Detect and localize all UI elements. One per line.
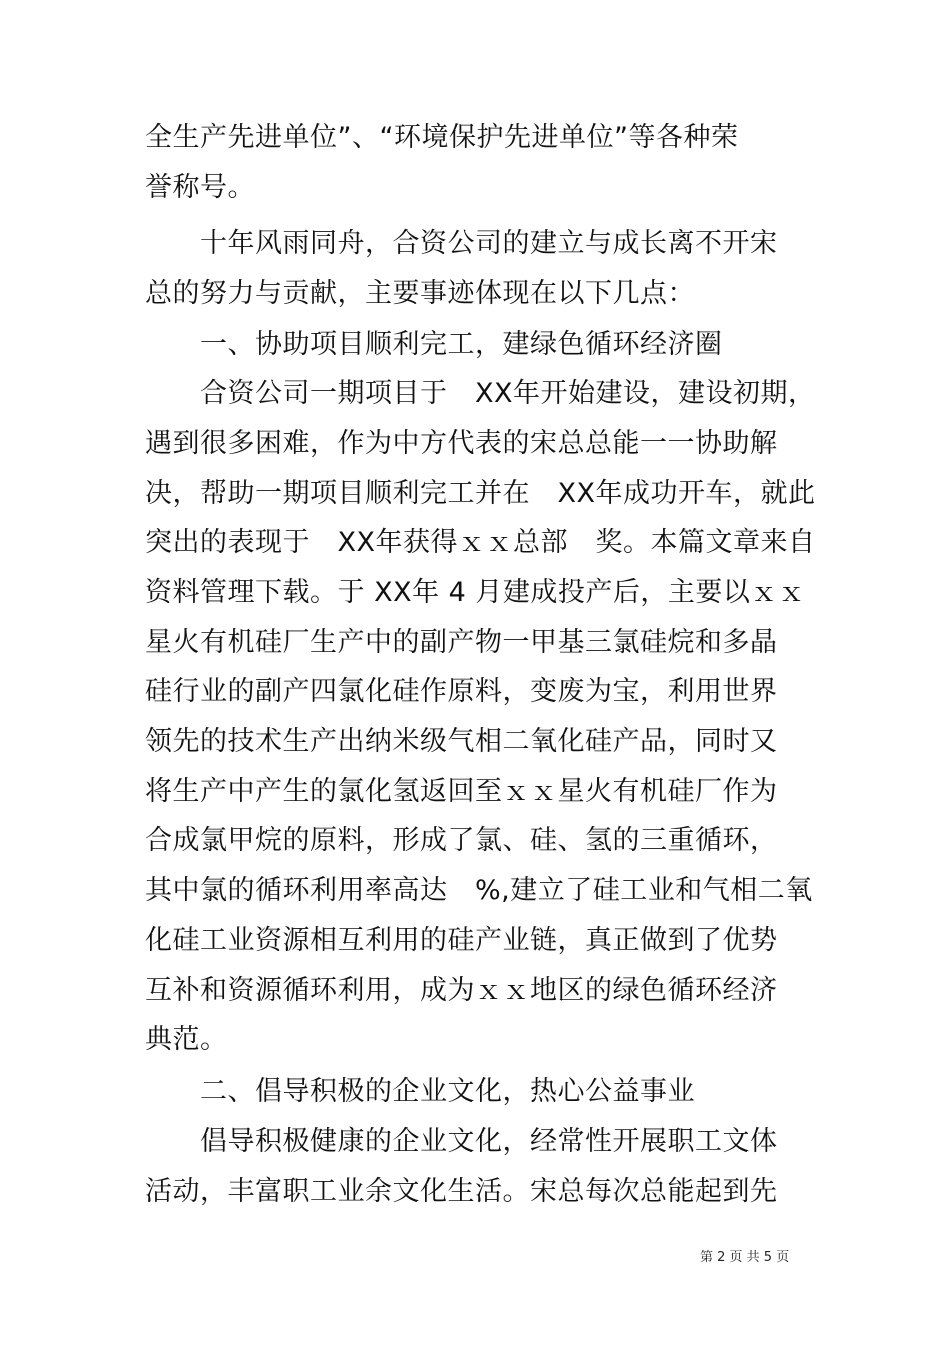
text-line: 誉称号。	[145, 172, 255, 203]
text-line: 活动，丰富职工业余文化生活。宋总每次总能起到先	[145, 1176, 778, 1207]
text-line: 互补和资源循环利用，成为ｘｘ地区的绿色循环经济	[145, 975, 778, 1006]
text-line: 全生产先进单位”、“环境保护先进单位”等各种荣	[145, 122, 739, 153]
text-line: 决，帮助一期项目顺利完工并在 XX年成功开车，就此	[145, 478, 816, 509]
text-line: 合成氯甲烷的原料，形成了氯、硅、氢的三重循环，	[145, 825, 778, 856]
section-heading: 一、协助项目顺利完工，建绿色循环经济圈	[200, 329, 723, 360]
text-line: 资料管理下载。于 XX年 4 月建成投产后，主要以ｘｘ	[145, 577, 806, 608]
text-line: 星火有机硅厂生产中的副产物一甲基三氯硅烷和多晶	[145, 627, 778, 658]
section-heading: 二、倡导积极的企业文化，热心公益事业	[200, 1076, 695, 1107]
text-line: 突出的表现于 XX年获得ｘｘ总部 奖。本篇文章来自	[145, 527, 816, 558]
text-line: 典范。	[145, 1024, 228, 1055]
text-line: 硅行业的副产四氯化硅作原料，变废为宝，利用世界	[145, 676, 778, 707]
text-line: 将生产中产生的氯化氢返回至ｘｘ星火有机硅厂作为	[145, 776, 778, 807]
page-number: 第 2 页 共 5 页	[700, 1250, 790, 1265]
text-line: 化硅工业资源相互利用的硅产业链，真正做到了优势	[145, 925, 778, 956]
text-line: 总的努力与贡献，主要事迹体现在以下几点：	[145, 278, 695, 309]
text-line: 领先的技术生产出纳米级气相二氧化硅产品，同时又	[145, 726, 778, 757]
text-line: 合资公司一期项目于 XX年开始建设，建设初期，	[200, 378, 816, 409]
text-line: 十年风雨同舟，合资公司的建立与成长离不开宋	[200, 228, 778, 259]
text-line: 倡导积极健康的企业文化，经常性开展职工文体	[200, 1126, 778, 1157]
text-line: 其中氯的循环利用率高达 %,建立了硅工业和气相二氧	[145, 875, 813, 906]
text-line: 遇到很多困难，作为中方代表的宋总总能一一协助解	[145, 428, 778, 459]
